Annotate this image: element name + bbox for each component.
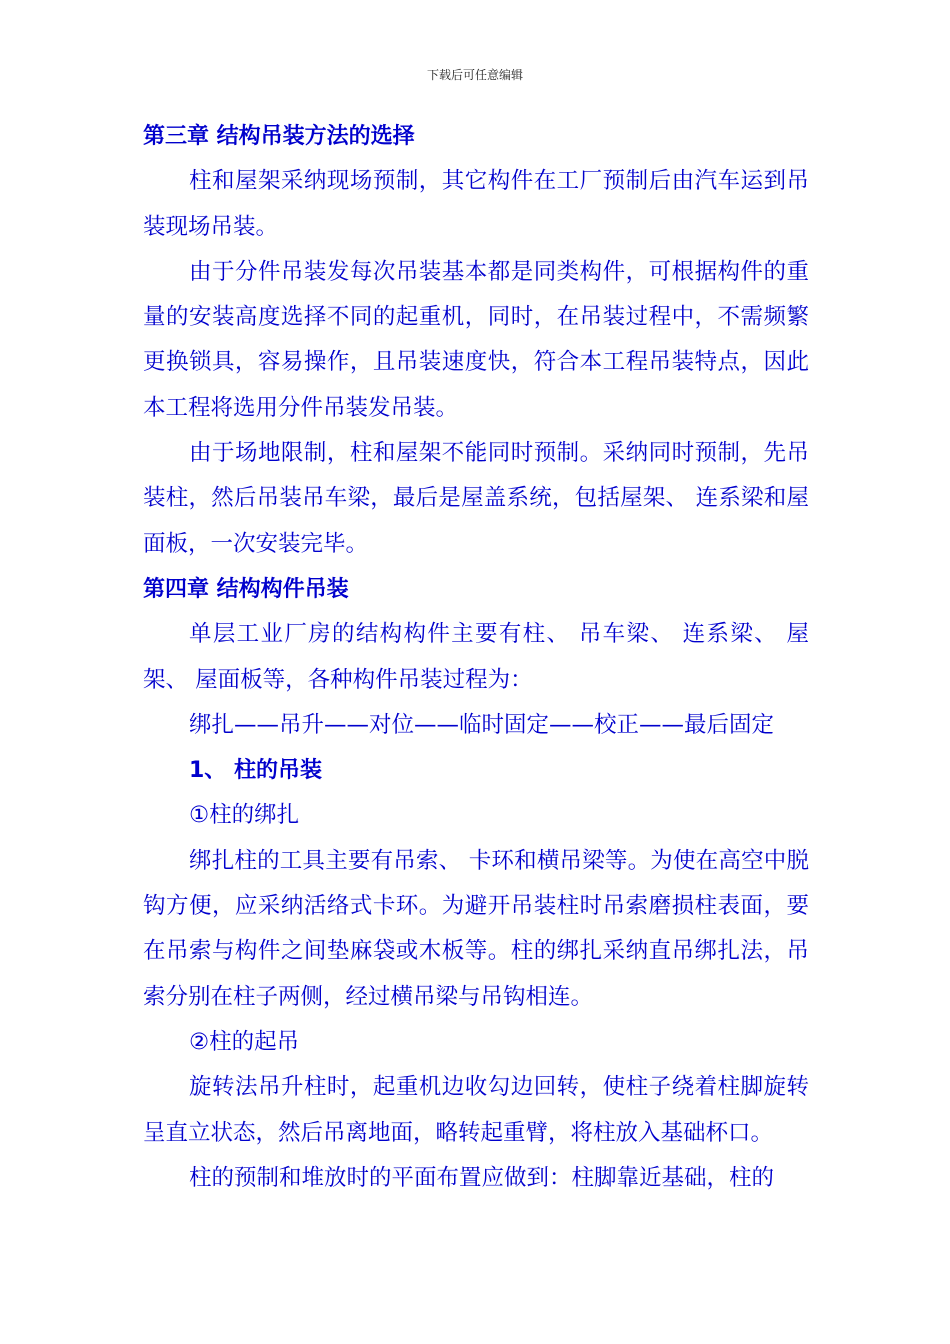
section-column-hoisting-title: 1、 柱的吊装 <box>189 758 322 784</box>
document-body <box>143 114 809 1201</box>
chapter4-process-flow: 绑扎——吊升——对位——临时固定——校正——最后固定 <box>189 711 775 738</box>
chapter3-paragraph-2: 由于分件吊装发每次吊装基本都是同类构件，可根据构件的重量的安装高度选择不同的起重机，同时，在吊装过程中，不需频繁更换锁具，容易操作，且吊装速度快，符合本工程吊装特点，因此本工程将选用分件吊装发吊装。 <box>143 258 809 421</box>
column-binding-title: ①柱的绑扎 <box>189 802 300 829</box>
chapter4-title: 第四章 结构构件吊装 <box>143 576 349 602</box>
column-lifting-text: 旋转法吊升柱时，起重机边收勾边回转，使柱子绕着柱脚旋转呈直立状态，然后吊离地面，略转起重臂，将柱放入基础杯口。 <box>143 1074 809 1146</box>
column-lifting-title: ②柱的起吊 <box>189 1028 300 1055</box>
page-header-note: 下载后可任意编辑 <box>426 68 523 82</box>
chapter4-intro: 单层工业厂房的结构构件主要有柱、 吊车梁、 连系梁、 屋架、 屋面板等，各种构件吊装过程为： <box>143 621 809 693</box>
chapter3-paragraph-1: 柱和屋架采纳现场预制，其它构件在工厂预制后由汽车运到吊装现场吊装。 <box>143 168 809 240</box>
chapter3-paragraph-3: 由于场地限制，柱和屋架不能同时预制。采纳同时预制，先吊装柱，然后吊装吊车梁，最后是屋盖系统，包括屋架、 连系梁和屋面板，一次安装完毕。 <box>143 440 809 557</box>
column-layout-text: 柱的预制和堆放时的平面布置应做到：柱脚靠近基础，柱的 <box>189 1164 775 1191</box>
column-binding-text: 绑扎柱的工具主要有吊索、 卡环和横吊梁等。为使在高空中脱钩方便，应采纳活络式卡环。为避开吊装柱时吊索磨损柱表面，要在吊索与构件之间垫麻袋或木板等。柱的绑扎采纳直吊绑扎法，吊索分别在柱子两侧，经过横吊梁与吊钩相连。 <box>143 847 809 1010</box>
chapter3-title: 第三章 结构吊装方法的选择 <box>143 124 415 149</box>
